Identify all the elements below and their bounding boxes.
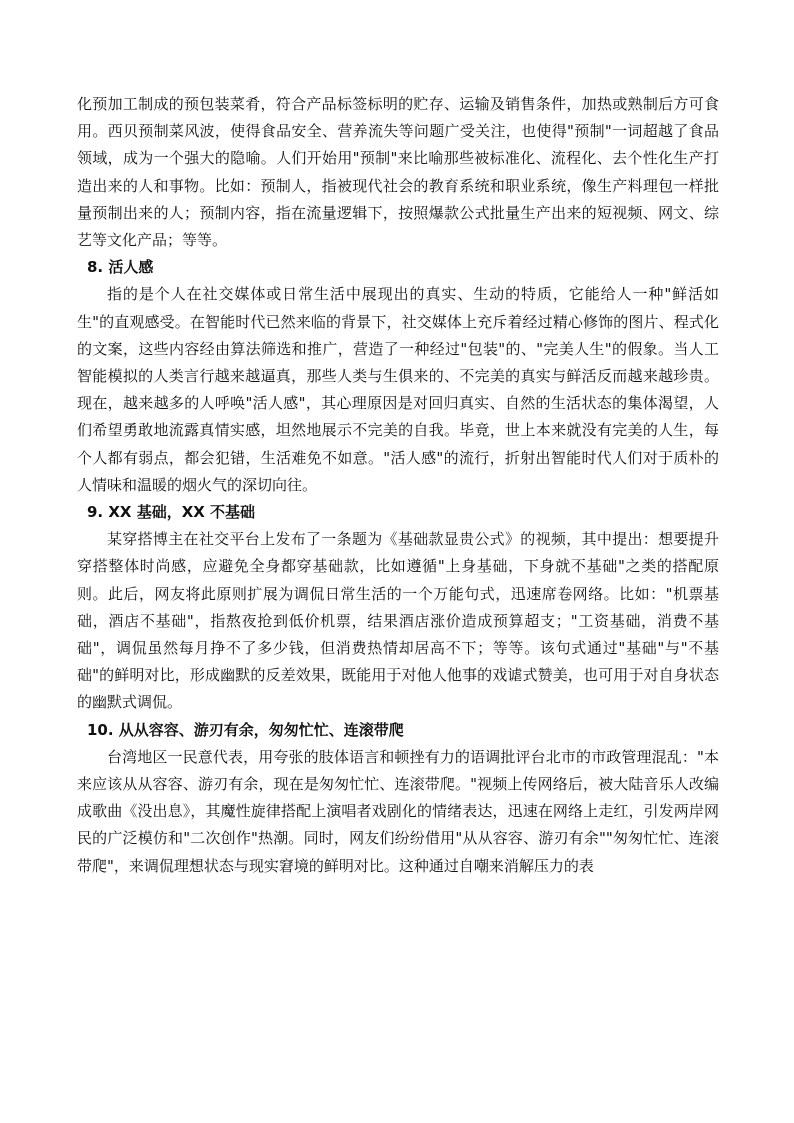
- section-body-congrong: 台湾地区一民意代表，用夸张的肢体语言和顿挫有力的语调批评台北市的市政管理混乱："本来应该从从容容、游刃有余，现在是匆匆忙忙、连滚带爬。"视频上传网络后，被大陆音乐人改编成歌曲《没出息》，其魔性旋律搭配上演唱者戏剧化的情绪表达，迅速在网络上走红，引发两岸网民的广泛模仿和"二次创作"热潮。同时，网友们纷纷借用"从从容容、游刃有余""匆匆忙忙、连滚带爬"，来调侃理想状态与现实窘境的鲜明对比。这种通过自嘲来消解压力的表: [77, 747, 719, 875]
- intro-paragraph: 化预加工制成的预包装菜肴，符合产品标签标明的贮存、运输及销售条件，加热或熟制后方可食用。西贝预制菜风波，使得食品安全、营养流失等问题广受关注，也使得"预制"一词超越了食品领域，成为一个强大的隐喻。人们开始用"预制"来比喻那些被标准化、流程化、去个性化生产打造出来的人和事物。比如：预制人，指被现代社会的教育系统和职业系统，像生产料理包一样批量预制出来的人；预制内容，指在流量逻辑下，按照爆款公式批量生产出来的短视频、网文、综艺等文化产品；等等。: [77, 95, 719, 250]
- section-heading-congrong: 10. 从从容容、游刃有余，匆匆忙忙、连滚带爬: [87, 720, 404, 739]
- section-body-huorengan: 指的是个人在社交媒体或日常生活中展现出的真实、生动的特质，它能给人一种"鲜活如生"的直观感受。在智能时代已然来临的背景下，社交媒体上充斥着经过精心修饰的图片、程式化的文案，这些内容经由算法筛选和推广，营造了一种经过"包装"的、"完美人生"的假象。当人工智能模拟的人类言行越来越逼真，那些人类与生俱来的、不完美的真实与鲜活反而越来越珍贵。现在，越来越多的人呼唤"活人感"，其心理原因是对回归真实、自然的生活状态的集体渴望，人们希望勇敢地流露真情实感，坦然地展示不完美的自我。毕竟，世上本来就没有完美的人生，每个人都有弱点，都会犯错，生活难免不如意。"活人感"的流行，折射出智能时代人们对于质朴的人情味和温暖的烟火气的深切向往。: [77, 285, 719, 494]
- section-body-jichu: 某穿搭博主在社交平台上发布了一条题为《基础款显贵公式》的视频，其中提出：想要提升穿搭整体时尚感，应避免全身都穿基础款，比如遵循"上身基础，下身就不基础"之类的搭配原则。此后，网友将此原则扩展为调侃日常生活的一个万能句式，迅速席卷网络。比如："机票基础，酒店不基础"，指熬夜抢到低价机票，结果酒店涨价造成预算超支；"工资基础，消费不基础"，调侃虽然每月挣不了多少钱，但消费热情却居高不下；等等。该句式通过"基础"与"不基础"的鲜明对比，形成幽默的反差效果，既能用于对他人他事的戏谑式赞美，也可用于对自身状态的幽默式调侃。: [77, 530, 719, 712]
- section-heading-jichu: 9. XX 基础，XX 不基础: [87, 503, 256, 522]
- section-heading-huorengan: 8. 活人感: [87, 258, 154, 277]
- document-body: [77, 91, 719, 880]
